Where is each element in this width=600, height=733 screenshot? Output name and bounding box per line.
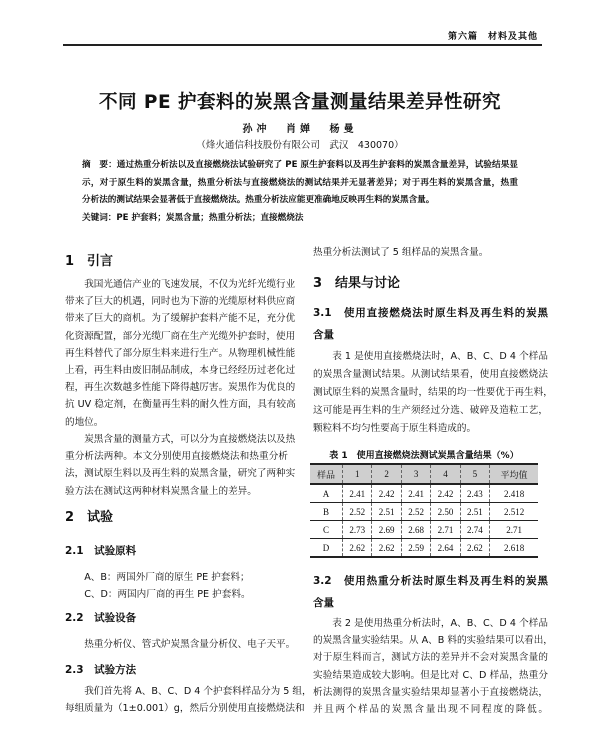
text-line: 的地位。 — [65, 416, 104, 428]
section-3-2-paragraph — [313, 615, 553, 718]
text-line: 关键词：PE 护套料；炭黑含量；热重分析法；直接燃烧法 — [82, 212, 304, 223]
table-cell: 2.62 — [343, 539, 372, 558]
table-cell: 2.71 — [490, 521, 538, 539]
intro-paragraph-2 — [65, 431, 296, 500]
section-2-heading: 2 试验 — [65, 510, 114, 525]
section-2-1-heading: 2.1 试验原料 — [65, 545, 137, 557]
table-cell: 2.41 — [343, 484, 372, 503]
table-1-caption: 表 1 使用直接燃烧法测试炭黑含量结果（%） — [329, 451, 519, 461]
affiliation: （烽火通信科技股份有限公司 武汉 430070） — [196, 140, 404, 151]
section-2-3-heading: 2.3 试验方法 — [65, 664, 137, 676]
text-line: 这可能是再生料的生产须经过分选、破碎及造粒工艺， — [313, 405, 548, 416]
section-3-1-paragraph — [313, 348, 553, 438]
text-line: 并且两个样品的炭黑含量出现不同程度的降低。 — [313, 704, 548, 716]
text-line: 对于原生料而言，测试方法的差异并不会对炭黑含量的 — [313, 652, 548, 664]
text-line: 带来了巨大的商机。为了缓解护套料产能不足，充分优 — [65, 313, 296, 325]
table-cell: 2.42 — [431, 484, 460, 503]
abstract — [82, 157, 518, 227]
table-cell: 2.73 — [343, 521, 372, 539]
section-3-heading: 3 结果与讨论 — [313, 276, 401, 291]
text-line: 测试原生料的炭黑含量时，结果的均一性要优于再生料， — [313, 387, 553, 398]
text-line: 抗 UV 稳定剂，在衡量再生料的耐久性方面，具有较高 — [65, 399, 296, 411]
text-line: 程，再生次数越多性能下降得越厉害。炭黑作为优良的 — [65, 382, 296, 394]
text-line: 法，测试原生料以及再生料的炭黑含量，研究了两种实 — [65, 468, 296, 480]
table-cell: A — [310, 484, 343, 503]
table-cell: 2.418 — [490, 484, 538, 503]
text-line: 表 1 是使用直接燃烧法时，A、B、C、D 4 个样品 — [332, 351, 548, 362]
table-cell: 2.68 — [401, 521, 430, 539]
table-cell: 2.62 — [460, 539, 489, 558]
text-line: 的炭黑含量测试结果。从测试结果看，使用直接燃烧法 — [313, 369, 548, 380]
text-line: 示，对于原生料的炭黑含量，热重分析法与直接燃烧法的测试结果并无显著差异；对于再生料的炭黑含量，热重 — [82, 177, 518, 188]
table-cell: 2.74 — [460, 521, 489, 539]
text-line: 3.1 使用直接燃烧法时原生料及再生料的炭黑 — [313, 307, 548, 319]
text-line: A、B：两国外厂商的原生 PE 护套料； — [84, 572, 250, 583]
text-line: 含量 — [313, 329, 334, 341]
text-line: 每组质量为（1±0.001）g，然后分别使用直接燃烧法和 — [65, 703, 305, 715]
table-cell: 2.52 — [343, 503, 372, 521]
section-3-2-heading — [313, 570, 548, 614]
text-line: 我们首先将 A、B、C、D 4 个护套料样品分为 5 组， — [84, 686, 312, 697]
table-cell: 2.59 — [401, 539, 430, 558]
method-paragraph-continued — [313, 244, 548, 261]
text-line: 化资源配置，部分光缆厂商在生产光缆外护套时，使用 — [65, 330, 296, 342]
text-line: 验方法在测试这两种材料炭黑含量上的差异。 — [65, 485, 257, 497]
text-line: 炭黑含量的测量方式，可以分为直接燃烧法以及热 — [84, 434, 296, 445]
table-row — [310, 539, 538, 558]
method-paragraph — [65, 683, 312, 717]
table-cell: 2.43 — [460, 484, 489, 503]
table-cell: 2.512 — [490, 503, 538, 521]
materials-list — [65, 569, 288, 603]
paper-title: 不同 PE 护套料的炭黑含量测量结果差异性研究 — [98, 92, 502, 113]
section-3-1-heading — [313, 302, 548, 346]
intro-paragraph-1 — [65, 276, 296, 431]
column-header: 3 — [401, 464, 430, 484]
table-cell: 2.618 — [490, 539, 538, 558]
text-line: 颗粒料不均匀性要高于原生料造成的。 — [313, 423, 477, 434]
text-line: 3.2 使用热重分析法时原生料及再生料的炭黑 — [313, 575, 548, 587]
table-cell: 2.71 — [431, 521, 460, 539]
text-line: 热重分析法测试了 5 组样品的炭黑含量。 — [313, 247, 489, 258]
text-line: 再生料替代了部分原生料来进行生产。从物理机械性能 — [65, 347, 296, 359]
text-line: 含量 — [313, 597, 334, 609]
authors: 孙冲 肖婵 杨曼 — [242, 124, 358, 135]
equipment-text — [65, 636, 296, 653]
header-rule — [63, 44, 542, 46]
text-line: 我国光通信产业的飞速发展，不仅为光纤光缆行业 — [84, 279, 296, 290]
table-cell: 2.50 — [431, 503, 460, 521]
text-line: 析法测得的炭黑含量实验结果却显著小于直接燃烧法， — [313, 686, 548, 698]
text-line: 重分析法两种。本文分别使用直接燃烧法和热重分析 — [65, 451, 288, 463]
section-2-2-heading: 2.2 试验设备 — [65, 612, 137, 624]
text-line: 实验结果造成较大影响。但是比对 C、D 样品，热重分 — [313, 669, 548, 681]
section-1-heading: 1 引言 — [65, 254, 114, 269]
column-header: 5 — [460, 464, 489, 484]
table-cell: B — [310, 503, 343, 521]
table-cell: 2.52 — [401, 503, 430, 521]
table-cell: 2.69 — [372, 521, 401, 539]
table-row — [310, 521, 538, 539]
table-row — [310, 503, 538, 521]
column-header: 4 — [431, 464, 460, 484]
text-line: 带来了巨大的机遇，同时也为下游的光缆原材料供应商 — [65, 296, 296, 308]
column-header: 样品 — [310, 464, 343, 484]
text-line: 的炭黑含量实验结果。从 A、B 料的实验结果可以看出， — [313, 635, 553, 647]
table-header-row — [310, 464, 538, 484]
column-header: 1 — [343, 464, 372, 484]
text-line: 热重分析仪、管式炉炭黑含量分析仪、电子天平。 — [84, 639, 296, 650]
text-line: 表 2 是使用热重分析法时，A、B、C、D 4 个样品 — [332, 618, 548, 629]
table-cell: 2.42 — [372, 484, 401, 503]
table-cell: D — [310, 539, 343, 558]
column-header: 2 — [372, 464, 401, 484]
table-cell: C — [310, 521, 343, 539]
table-cell: 2.41 — [401, 484, 430, 503]
running-head: 第六篇 材料及其他 — [447, 32, 538, 42]
table-cell: 2.64 — [431, 539, 460, 558]
table-cell: 2.62 — [372, 539, 401, 558]
text-line: 上看，再生料由废旧制品制成，本身已经经历过老化过 — [65, 365, 296, 377]
text-line: 摘 要：通过热重分析法以及直接燃烧法试验研究了 PE 原生护套料以及再生护套料的炭黑含量差异，试验结果显 — [82, 160, 518, 170]
text-line: 分析法的测试结果会显著低于直接燃烧法。热重分析法应能更准确地反映再生料的炭黑含量。 — [82, 195, 435, 205]
table-1 — [310, 463, 538, 558]
column-header: 平均值 — [490, 464, 538, 484]
table-cell: 2.51 — [372, 503, 401, 521]
table-row — [310, 484, 538, 503]
table-cell: 2.51 — [460, 503, 489, 521]
text-line: C、D：两国内厂商的再生 PE 护套料。 — [84, 589, 251, 601]
